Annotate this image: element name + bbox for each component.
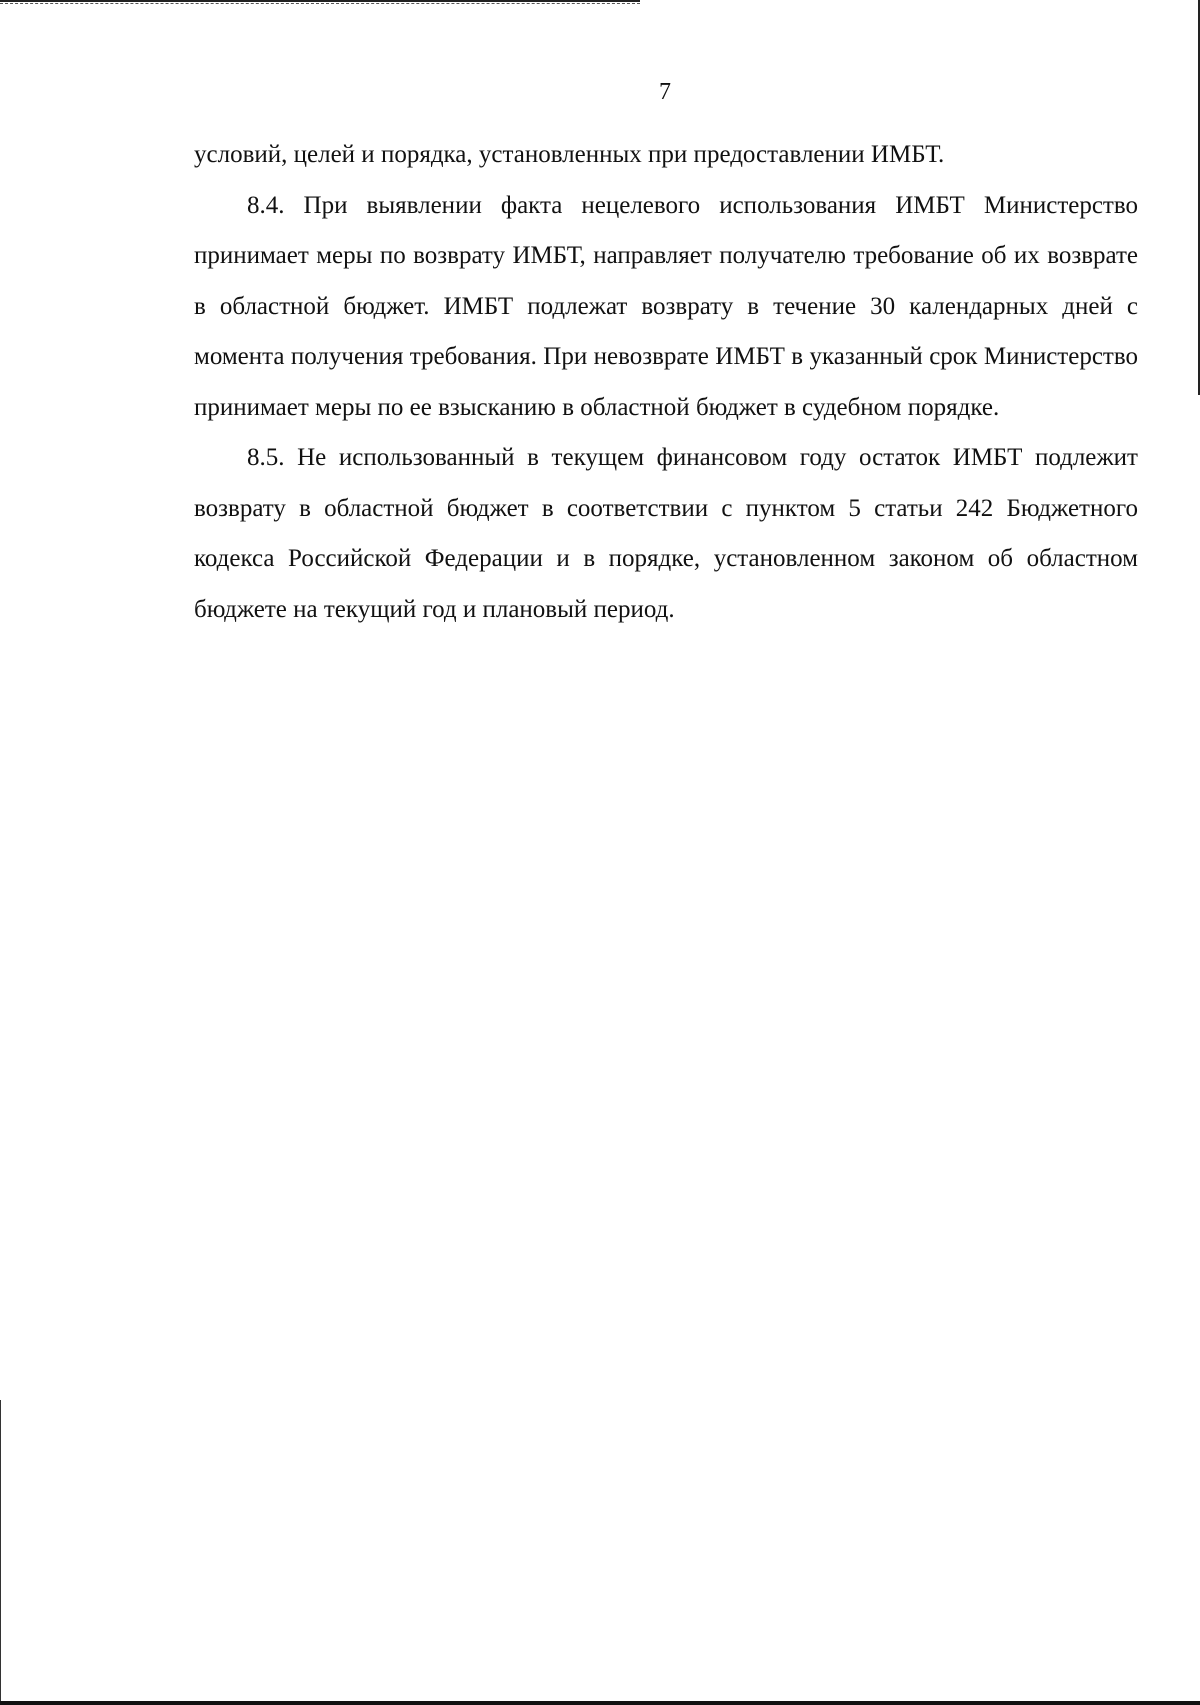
scan-edge-top <box>0 0 640 2</box>
page-number: 7 <box>659 79 671 105</box>
scan-edge-bottom <box>0 1701 1200 1705</box>
paragraph-8-4: 8.4. При выявлении факта нецелевого использования ИМБТ Министерство принимает меры по возврату ИМБТ, направляет получателю требование об их возврате в областной бюджет. ИМБТ подлежат возврату в течение 30 календарных дней с момента получения требования. При невозврате ИМБТ в указанный срок Министерство принимает меры по ее взысканию в областной бюджет в судебном порядке. <box>194 191 1138 421</box>
paragraph-continuation: условий, целей и порядка, установленных при предоставлении ИМБТ. <box>194 141 945 168</box>
scan-edge-top-dash <box>0 3 640 4</box>
body-text <box>194 130 1138 635</box>
paragraph-8-5: 8.5. Не использованный в текущем финансовом году остаток ИМБТ подлежит возврату в областной бюджет в соответствии с пунктом 5 статьи 242 Бюджетного кодекса Российской Федерации и в порядке, установленном законом об областном бюджете на текущий год и плановый период. <box>194 444 1138 623</box>
scan-edge-left <box>0 1400 1 1705</box>
